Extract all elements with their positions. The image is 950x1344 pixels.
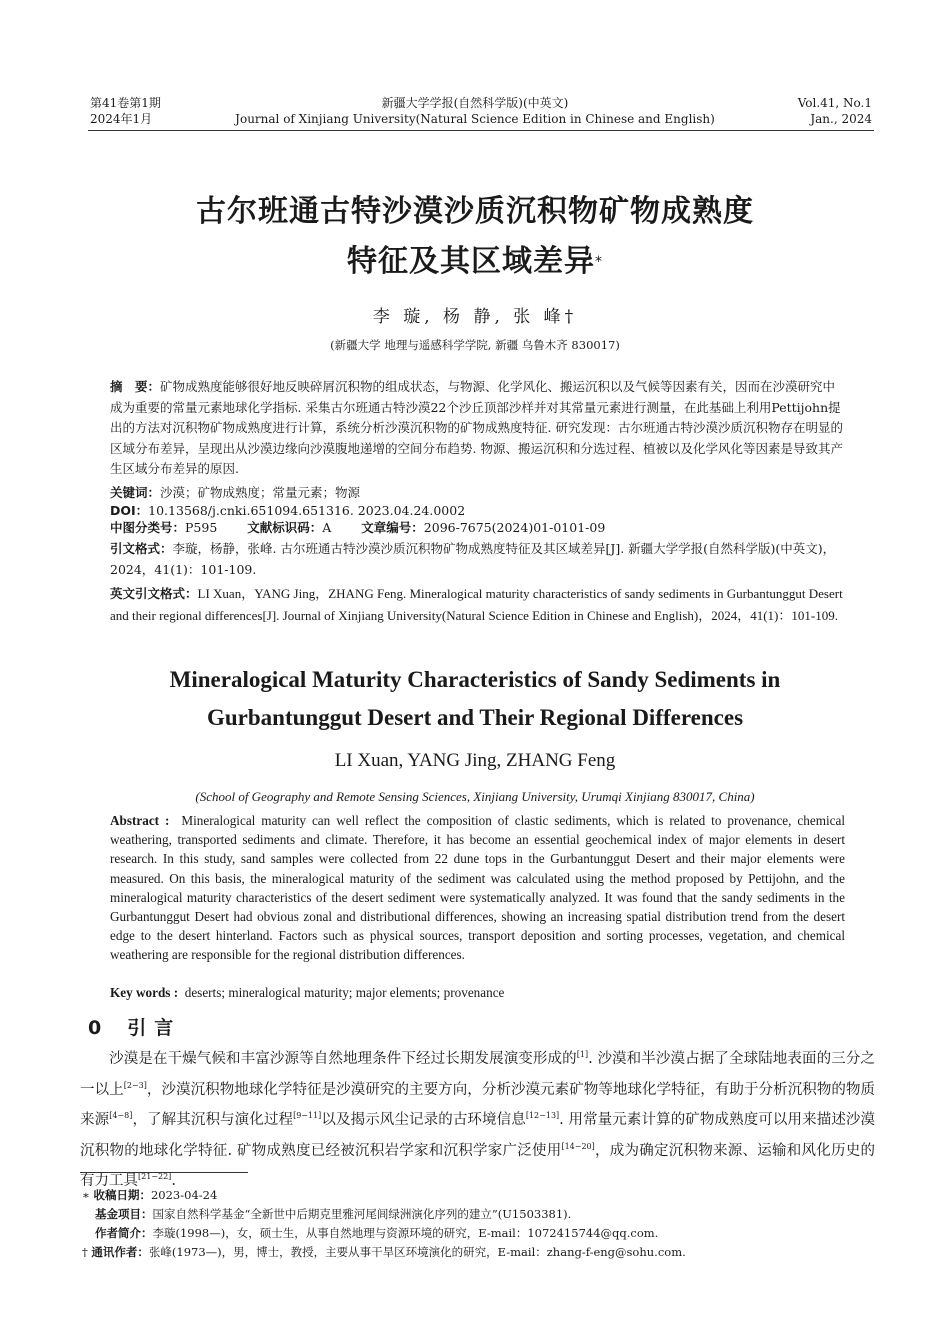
cn-citation-label: 引文格式： (110, 541, 173, 556)
citation-ref[interactable]: [4−8] (109, 1111, 133, 1120)
en-abstract-text: Mineralogical maturity can well reflect the composition of clastic sediments, which is related to provenance, chemical weathering, transported sediments and climate. Therefore, it has become an essential geochemical index of major elements in desert research. In this study, sand samples were collected from 22 dune tops in the Gurbantunggut Desert and their major elements were measured. On this basis, the mineralogical maturity of the sediment was calculated using the method proposed by Pettijohn, and the mineralogical maturity characteristics of the desert sediment were systematically analyzed. It was found that the sandy sediments in the Gurbantunggut Desert had obvious zonal and distributional differences, showing an increasing spatial distribution trend from the desert edge to the desert hinterland. Factors such as physical sources, transport deposition and sorting processes, vegetation, and chemical weathering are responsible for the regional distribution differences. (110, 813, 846, 963)
en-title-line1: Mineralogical Maturity Characteristics of Sandy Sediments in (169, 667, 781, 692)
author-label: 作者简介： (95, 1226, 153, 1240)
section-heading (88, 1013, 181, 1040)
header-date-cn: 2024年1月 (90, 112, 153, 126)
received-mark: ∗ (82, 1188, 90, 1202)
header-journal-en: Journal of Xinjiang University(Natural Science Edition in Chinese and English) (235, 112, 715, 126)
intro-text: ，了解其沉积与演化过程 (132, 1112, 294, 1128)
doi-label: DOI： (110, 503, 149, 518)
footnote-author (95, 1224, 658, 1243)
doi-value[interactable]: 10.13568/j.cnki.651094.651316. 2023.04.24.0002 (148, 503, 466, 518)
cn-citation (110, 539, 845, 580)
clc-label: 中图分类号： (110, 520, 186, 535)
section-number: 0 (88, 1017, 102, 1039)
en-title-line2: Gurbantunggut Desert and Their Regional Differences (206, 705, 744, 730)
en-citation (110, 583, 845, 626)
cn-title-line1: 古尔班通古特沙漠沙质沉积物矿物成熟度 (196, 194, 754, 229)
header-rule (88, 130, 874, 131)
header-issue (798, 95, 872, 127)
footnote-fund (95, 1205, 571, 1224)
en-citation-text: LI Xuan，YANG Jing，ZHANG Feng. Mineralogical maturity characteristics of sandy sediments in Gurbantunggut Desert and their regional differences[J]. Journal of Xinjiang University(Natural Science Edition in Chinese and English)，2024，41(1)：101-109. (110, 586, 843, 623)
en-keywords-text: deserts; mineralogical maturity; major elements; provenance (184, 985, 505, 1000)
cn-citation-text: 李璇，杨静，张峰. 古尔班通古特沙漠沙质沉积物矿物成熟度特征及其区域差异[J]. 新疆大学学报(自然科学版)(中英文)，2024，41(1)：101-109. (110, 541, 836, 577)
fund-text: 国家自然科学基金“全新世中后期克里雅河尾闾绿洲演化序列的建立”(U1503381). (152, 1207, 572, 1221)
en-citation-label: 英文引文格式： (110, 586, 198, 601)
citation-ref[interactable]: [21−22] (138, 1172, 172, 1181)
header-volume-en: Vol.41, No.1 (797, 96, 872, 110)
intro-text: . 用常量元素计算的矿物成熟度可以用来描述沙漠沉积物的地球化学特征. 矿物成熟度已经被沉积岩学家和沉积学家广泛使用 (80, 1112, 876, 1159)
footnote-rule (80, 1172, 248, 1173)
doc-code-label: 文献标识码： (247, 520, 323, 535)
citation-ref[interactable]: [14−20] (561, 1141, 595, 1151)
cn-title-text: 特征及其区域差异 (347, 244, 595, 279)
cn-affiliation: (新疆大学 地理与遥感科学学院, 新疆 乌鲁木齐 830017) (330, 338, 620, 352)
title-footnote-mark: * (595, 254, 603, 270)
header-journal-cn: 新疆大学学报(自然科学版)(中英文) (381, 96, 569, 110)
intro-text: 沙漠是在干燥气候和丰富沙源等自然地理条件下经过长期发展演变形成的 (109, 1051, 577, 1067)
header-volume-cn: 第41卷第1期 (90, 96, 161, 110)
citation-ref[interactable]: [12−13] (525, 1111, 560, 1120)
en-abstract (110, 811, 845, 965)
cn-keywords-text: 沙漠；矿物成熟度；常量元素；物源 (160, 485, 361, 500)
footnote-received (82, 1186, 217, 1205)
cn-keywords-label: 关键词： (110, 485, 161, 500)
intro-text: ，成为确定沉积物来源、运输和风化历史的有力工具 (80, 1142, 876, 1189)
intro-text: . 沙漠和半沙漠占据了全球陆地表面的三分之一以上 (80, 1051, 875, 1098)
citation-ref[interactable]: [9−11] (293, 1111, 322, 1120)
received-date: 2023-04-24 (150, 1188, 218, 1202)
section-title: 引言 (127, 1017, 182, 1039)
author-text: 李璇(1998—)，女，硕士生，从事自然地理与资源环境的研究，E-mail：1072415744@qq.com. (152, 1226, 659, 1240)
corr-label: 通讯作者： (91, 1245, 149, 1259)
intro-text: ，沙漠沉积物地球化学特征是沙漠研究的主要方向，分析沙漠元素矿物等地球化学特征，有助于分析沉积物的物质来源 (80, 1081, 876, 1128)
fund-label: 基金项目： (95, 1207, 153, 1221)
cn-abstract-label: 摘 要： (110, 379, 161, 394)
en-abstract-label: Abstract : (110, 813, 170, 828)
header-journal (180, 95, 770, 127)
cn-title-line2 (80, 238, 870, 286)
header-date-en: Jan., 2024 (810, 112, 872, 126)
article-no-label: 文章编号： (361, 520, 424, 535)
cn-abstract-text: 矿物成熟度能够很好地反映碎屑沉积物的组成状态，与物源、化学风化、搬运沉积以及气候等因素有关，因而在沙漠研究中成为重要的常量元素地球化学指标. 采集古尔班通古特沙漠22个沙丘顶部沙样并对其常量元素进行测量，在此基础上利用Pettijohn提出的方法对沉积物矿物成熟度进行计算，系统分析沙漠沉积物的矿物成熟度特征. 研究发现：古尔班通古特沙漠沙质沉积物存在明显的区域分布差异，呈现出从沙漠边缘向沙漠腹地递增的空间分布趋势. 物源、搬运沉积和分选过程、植被以及化学风化等因素是导致其产生区域分布差异的原因. (110, 379, 843, 476)
corr-mark: † (82, 1245, 88, 1259)
en-affiliation: (School of Geography and Remote Sensing Sciences, Xinjiang University, Urumqi Xinjiang 830017, China) (195, 789, 755, 804)
doc-code-value: A (322, 520, 332, 535)
citation-ref[interactable]: [2−3] (123, 1080, 147, 1090)
citation-ref[interactable]: [1] (576, 1050, 589, 1059)
intro-text: . (171, 1173, 176, 1189)
classification-line (110, 518, 845, 539)
cn-authors: 李 璇, 杨 静, 张 峰† (372, 307, 578, 327)
corr-text: 张峰(1973—)，男，博士，教授，主要从事干旱区环境演化的研究，E-mail：zhang-f-eng@sohu.com. (148, 1245, 686, 1259)
header-volume (90, 95, 161, 127)
clc-value: P595 (185, 520, 218, 535)
en-keywords (110, 983, 845, 1002)
en-keywords-label: Key words : (110, 985, 179, 1000)
article-no-value: 2096-7675(2024)01-0101-09 (423, 520, 606, 535)
footnote-corresponding (82, 1243, 686, 1262)
en-authors: LI Xuan, YANG Jing, ZHANG Feng (334, 750, 616, 771)
received-label: 收稿日期： (93, 1188, 151, 1202)
cn-abstract (110, 377, 845, 480)
intro-text: 以及揭示风尘记录的古环境信息 (321, 1112, 526, 1128)
